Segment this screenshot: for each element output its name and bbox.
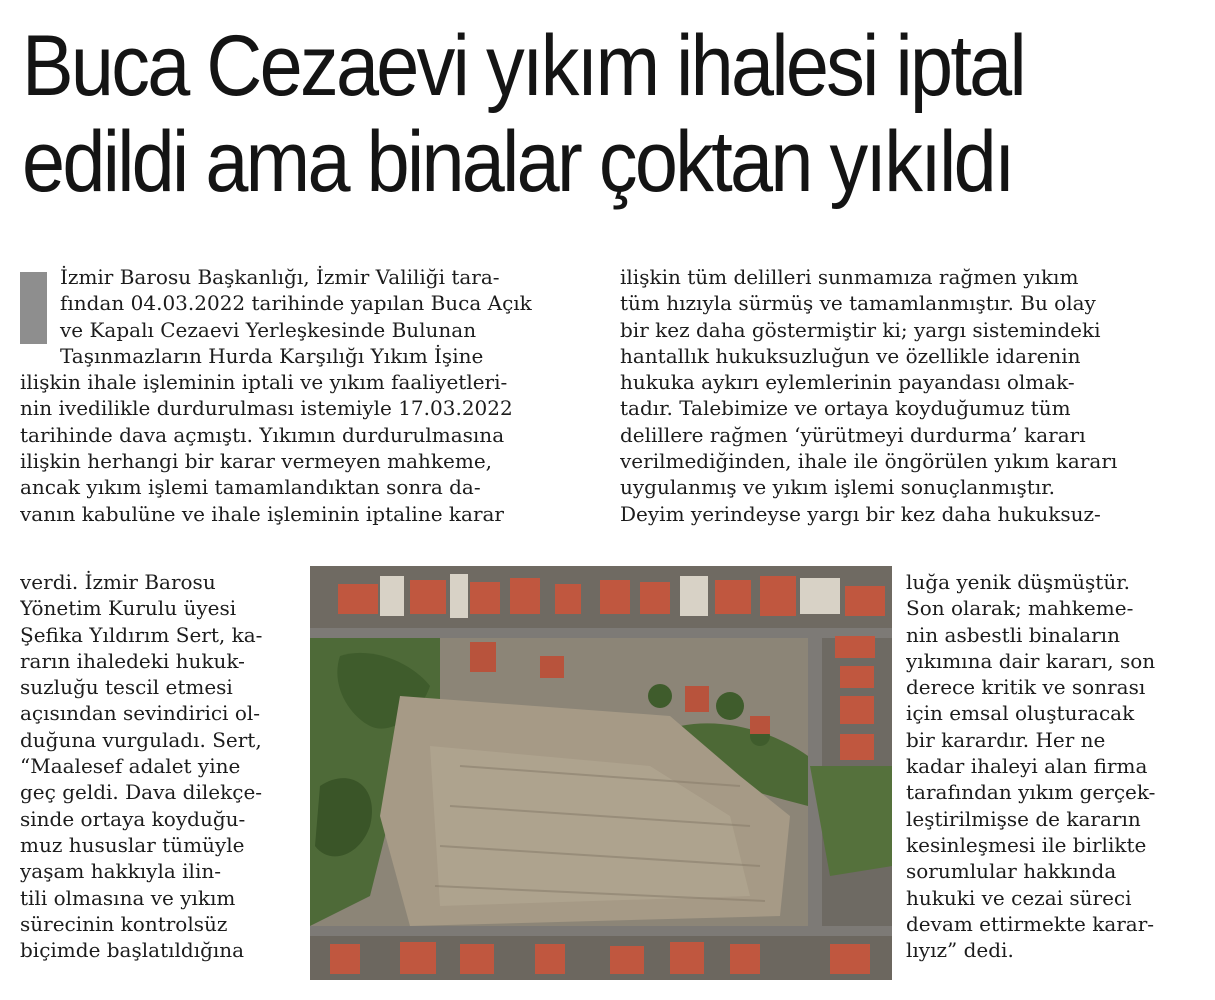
text-line: vanın kabulüne ve ihale işleminin iptaline karar: [20, 501, 504, 526]
text-line: ancak yıkım işlemi tamamlandıktan sonra da-: [20, 475, 481, 500]
text-line: kesinleşmesi ile birlikte: [906, 832, 1147, 857]
text-line: yaşam hakkıyla ilin-: [20, 859, 221, 884]
text-line: luğa yenik düşmüştür.: [906, 570, 1130, 594]
headline: [22, 18, 1084, 210]
text-line: hukuka aykırı eylemlerinin payandası olmak-: [620, 370, 1075, 395]
aerial-photo: [310, 566, 892, 980]
text-line: bir karardır. Her ne: [906, 727, 1106, 752]
text-line: tarihinde dava açmıştı. Yıkımın durdurulmasına: [20, 422, 505, 447]
text-line: leştirilmişse de kararın: [906, 806, 1141, 831]
text-line: muz hususlar tümüyle: [20, 832, 245, 857]
column-2-top: [620, 264, 1190, 527]
text-line: bir kez daha göstermiştir ki; yargı sistemindeki: [620, 317, 1101, 342]
headline-line-1: Buca Cezaevi yıkım ihalesi iptal: [22, 18, 1024, 114]
text-line: fından 04.03.2022 tarihinde yapılan Buca Açık: [60, 291, 532, 316]
text-line: tadır. Talebimize ve ortaya koyduğumuz tüm: [620, 396, 1071, 421]
text-line: yıkımına dair kararı, son: [906, 648, 1156, 673]
text-line: verdi. İzmir Barosu: [20, 570, 216, 594]
text-line: hantallık hukuksuzluğun ve özellikle idarenin: [620, 343, 1081, 368]
text-line: Yönetim Kurulu üyesi: [20, 596, 237, 621]
text-line: verilmediğinden, ihale ile öngörülen yıkım kararı: [620, 449, 1118, 474]
text-line: sinde ortaya koyduğu-: [20, 806, 246, 831]
text-line: için emsal oluşturacak: [906, 701, 1135, 726]
text-line: “Maalesef adalet yine: [20, 754, 241, 779]
text-line: tarafından yıkım gerçek-: [906, 780, 1156, 805]
text-line: rarın ihaledeki hukuk-: [20, 648, 245, 673]
text-line: sürecinin kontrolsüz: [20, 911, 228, 936]
text-line: Son olarak; mahkeme-: [906, 596, 1134, 621]
text-line: nin ivedilikle durdurulması istemiyle 17.03.2022: [20, 396, 513, 421]
headline-line-2: edildi ama binalar çoktan yıkıldı: [22, 114, 1013, 210]
column-1-top: [20, 264, 576, 527]
text-line: ilişkin tüm delilleri sunmamıza rağmen yıkım: [620, 265, 1079, 289]
text-line: hukuki ve cezai süreci: [906, 885, 1132, 910]
text-line: biçimde başlatıldığına: [20, 938, 245, 963]
aerial-photo-image: [310, 566, 892, 980]
text-line: devam ettirmekte karar-: [906, 911, 1155, 936]
text-line: açısından sevindirici ol-: [20, 701, 261, 726]
text-line: Taşınmazların Hurda Karşılığı Yıkım İşine: [60, 343, 484, 368]
text-line: ilişkin herhangi bir karar vermeyen mahkeme,: [20, 449, 493, 474]
text-line: nin asbestli binaların: [906, 622, 1120, 647]
text-line: duğuna vurguladı. Sert,: [20, 727, 262, 752]
text-line: Şefika Yıldırım Sert, ka-: [20, 622, 263, 647]
text-line: lıyız” dedi.: [906, 938, 1014, 963]
text-line: derece kritik ve sonrası: [906, 675, 1146, 700]
text-line: sorumlular hakkında: [906, 859, 1117, 884]
text-line: delillere rağmen ‘yürütmeyi durdurma’ kararı: [620, 422, 1086, 447]
text-line: ve Kapalı Cezaevi Yerleşkesinde Bulunan: [60, 317, 477, 342]
text-line: ilişkin ihale işleminin iptali ve yıkım faaliyetleri-: [20, 370, 508, 395]
text-line: geç geldi. Dava dilekçe-: [20, 780, 263, 805]
column-1-bottom: [20, 569, 290, 963]
text-line: suzluğu tescil etmesi: [20, 675, 233, 700]
text-line: kadar ihaleyi alan firma: [906, 754, 1148, 779]
text-line: uygulanmış ve yıkım işlemi sonuçlanmıştır.: [620, 475, 1055, 500]
text-line: İzmir Barosu Başkanlığı, İzmir Valiliği tara-: [60, 265, 500, 289]
text-line: Deyim yerindeyse yargı bir kez daha hukuksuz-: [620, 501, 1101, 526]
text-line: tüm hızıyla sürmüş ve tamamlanmıştır. Bu olay: [620, 291, 1096, 316]
text-line: tili olmasına ve yıkım: [20, 885, 236, 910]
column-2-bottom: [906, 569, 1191, 963]
